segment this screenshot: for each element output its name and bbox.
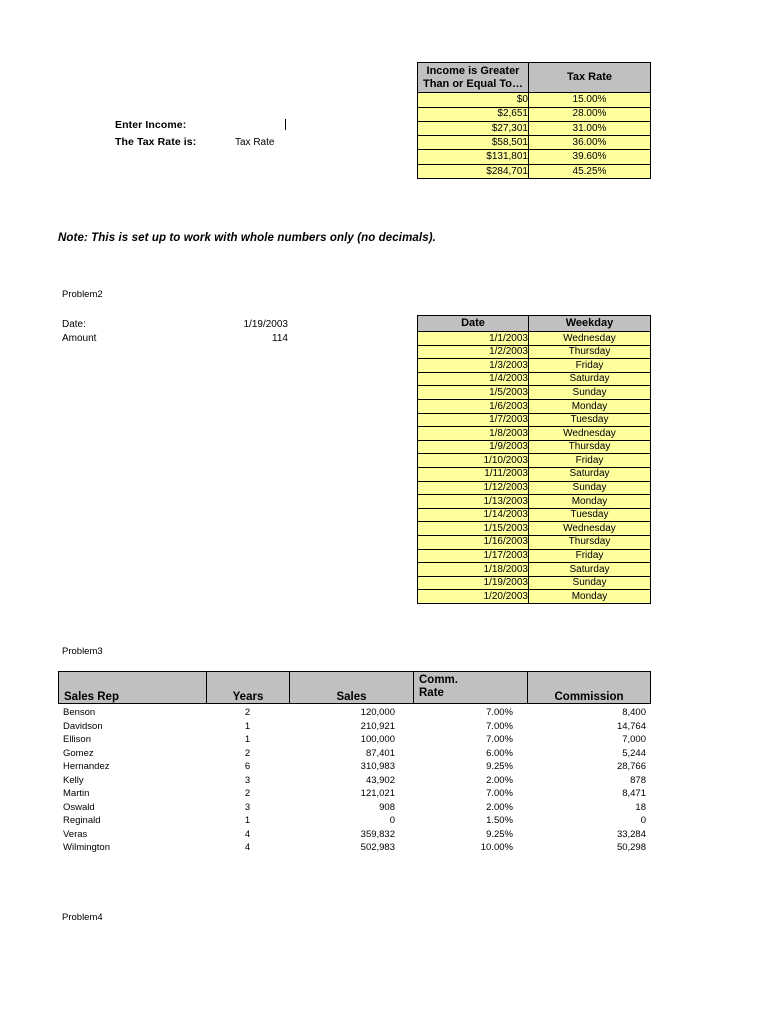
table-row	[418, 107, 651, 121]
weekday-cell: Saturday	[529, 563, 651, 577]
years-cell: 4	[244, 828, 251, 840]
text-cursor-icon	[285, 119, 286, 130]
weekday-cell: Wednesday	[529, 332, 651, 346]
date-cell: 1/3/2003	[418, 359, 529, 373]
years-cell: 1	[244, 815, 251, 827]
comm-rate-cell: 1.50%	[486, 815, 513, 827]
date-cell: 1/15/2003	[418, 522, 529, 536]
years-cell: 1	[244, 720, 251, 732]
table-row	[58, 801, 650, 815]
table-header-row	[59, 672, 651, 704]
sales-cell: 43,902	[365, 774, 395, 786]
date-cell: 1/5/2003	[418, 386, 529, 400]
years-cell: 2	[244, 747, 251, 759]
table-row	[418, 535, 651, 549]
date-cell: 1/2/2003	[418, 345, 529, 359]
commission-cell: 33,284	[616, 828, 646, 840]
table-row	[418, 136, 651, 150]
sales-cell: 87,401	[365, 747, 395, 759]
sales-commission-table-header	[58, 671, 651, 704]
table-row	[418, 522, 651, 536]
table-row	[418, 332, 651, 346]
comm-rate-cell: 7.00%	[486, 788, 513, 800]
comm-rate-line1: Comm.	[419, 674, 458, 686]
table-row	[418, 413, 651, 427]
weekday-cell: Friday	[529, 549, 651, 563]
date-cell: 1/12/2003	[418, 481, 529, 495]
table-row	[418, 440, 651, 454]
table-row	[418, 164, 651, 178]
weekday-cell: Sunday	[529, 386, 651, 400]
commission-cell: 28,766	[616, 761, 646, 773]
commission-cell: 0	[640, 815, 646, 827]
sales-rep-cell: Reginald	[63, 815, 101, 827]
table-row	[418, 549, 651, 563]
sales-cell: 908	[379, 801, 395, 813]
table-row	[418, 359, 651, 373]
sales-table-col-rep: Sales Rep	[59, 672, 207, 704]
comm-rate-cell: 6.00%	[486, 747, 513, 759]
years-cell: 4	[244, 842, 251, 854]
amount-label: Amount	[62, 333, 97, 344]
date-cell: 1/10/2003	[418, 454, 529, 468]
weekday-cell: Monday	[529, 495, 651, 509]
table-row	[58, 747, 650, 761]
date-cell: 1/16/2003	[418, 535, 529, 549]
commission-cell: 8,400	[622, 707, 646, 719]
date-weekday-table	[417, 315, 651, 604]
table-row	[418, 93, 651, 107]
table-row	[418, 121, 651, 135]
weekday-cell: Wednesday	[529, 522, 651, 536]
commission-cell: 14,764	[616, 720, 646, 732]
enter-income-input[interactable]	[186, 119, 286, 132]
years-cell: 6	[244, 761, 251, 773]
table-row	[58, 841, 650, 855]
date-cell: 1/8/2003	[418, 427, 529, 441]
date-cell: 1/17/2003	[418, 549, 529, 563]
comm-rate-cell: 7.00%	[486, 734, 513, 746]
weekday-cell: Tuesday	[529, 508, 651, 522]
sales-rep-cell: Martin	[63, 788, 90, 800]
table-row	[418, 495, 651, 509]
sales-rep-cell: Hernandez	[63, 761, 110, 773]
date-cell: 1/11/2003	[418, 467, 529, 481]
tax-table-col-rate: Tax Rate	[529, 63, 651, 93]
table-row	[418, 386, 651, 400]
sales-cell: 121,021	[360, 788, 395, 800]
date-table-col-date: Date	[418, 316, 529, 332]
comm-rate-cell: 2.00%	[486, 801, 513, 813]
table-row	[418, 150, 651, 164]
date-cell: 1/18/2003	[418, 563, 529, 577]
weekday-cell: Thursday	[529, 535, 651, 549]
comm-rate-line2: Rate	[419, 687, 444, 700]
date-cell: 1/9/2003	[418, 440, 529, 454]
comm-rate-cell: 9.25%	[486, 828, 513, 840]
table-row	[58, 720, 650, 734]
date-label: Date:	[62, 319, 86, 330]
commission-cell: 878	[630, 774, 646, 786]
comm-rate-cell: 2.00%	[486, 774, 513, 786]
commission-cell: 8,471	[622, 788, 646, 800]
date-cell: 1/4/2003	[418, 372, 529, 386]
date-value: 1/19/2003	[243, 319, 288, 330]
date-cell: 1/7/2003	[418, 413, 529, 427]
table-row	[418, 427, 651, 441]
date-cell: 1/13/2003	[418, 495, 529, 509]
comm-rate-cell: 7.00%	[486, 720, 513, 732]
sales-rep-cell: Gomez	[63, 747, 94, 759]
table-row	[418, 399, 651, 413]
enter-income-label: Enter Income:	[115, 119, 187, 131]
tax-income-cell: $27,301	[418, 121, 529, 135]
amount-value: 114	[272, 333, 288, 344]
table-row	[418, 481, 651, 495]
sales-cell: 502,983	[360, 842, 395, 854]
commission-cell: 18	[635, 801, 646, 813]
weekday-cell: Monday	[529, 399, 651, 413]
sales-cell: 359,832	[360, 828, 395, 840]
table-header-row	[418, 316, 651, 332]
sales-cell: 310,983	[360, 761, 395, 773]
tax-rate-label: The Tax Rate is:	[115, 136, 197, 148]
date-cell: 1/6/2003	[418, 399, 529, 413]
date-cell: 1/1/2003	[418, 332, 529, 346]
sales-table-col-years: Years	[207, 672, 290, 704]
tax-rate-cell: 31.00%	[529, 121, 651, 135]
weekday-cell: Friday	[529, 454, 651, 468]
sales-rep-cell: Kelly	[63, 774, 84, 786]
problem3-title: Problem3	[62, 646, 103, 657]
sales-cell: 100,000	[360, 734, 395, 746]
sales-cell: 210,921	[360, 720, 395, 732]
table-row	[418, 508, 651, 522]
tax-rate-cell: 15.00%	[529, 93, 651, 107]
sales-commission-table-body	[58, 706, 650, 855]
tax-income-cell: $2,651	[418, 107, 529, 121]
tax-income-cell: $0	[418, 93, 529, 107]
years-cell: 2	[244, 707, 251, 719]
weekday-cell: Wednesday	[529, 427, 651, 441]
sales-cell: 0	[389, 815, 395, 827]
table-row	[58, 787, 650, 801]
tax-table-col-income: Income is Greater Than or Equal To…	[418, 63, 529, 93]
comm-rate-cell: 9.25%	[486, 761, 513, 773]
table-row	[58, 814, 650, 828]
date-cell: 1/20/2003	[418, 590, 529, 604]
weekday-cell: Tuesday	[529, 413, 651, 427]
sales-rep-cell: Ellison	[63, 734, 91, 746]
table-row	[418, 576, 651, 590]
weekday-cell: Saturday	[529, 372, 651, 386]
problem2-title: Problem2	[62, 289, 103, 300]
table-row	[418, 372, 651, 386]
weekday-cell: Saturday	[529, 467, 651, 481]
weekday-cell: Monday	[529, 590, 651, 604]
tax-income-cell: $284,701	[418, 164, 529, 178]
years-cell: 1	[244, 734, 251, 746]
date-cell: 1/19/2003	[418, 576, 529, 590]
tax-rate-cell: 28.00%	[529, 107, 651, 121]
weekday-cell: Thursday	[529, 345, 651, 359]
sales-table-col-comm-rate	[414, 672, 528, 704]
sales-rep-cell: Oswald	[63, 801, 95, 813]
tax-rate-cell: 36.00%	[529, 136, 651, 150]
table-row	[418, 590, 651, 604]
sales-table-col-sales: Sales	[290, 672, 414, 704]
whole-numbers-note: Note: This is set up to work with whole numbers only (no decimals).	[58, 232, 436, 244]
comm-rate-cell: 10.00%	[480, 842, 513, 854]
sales-rep-cell: Davidson	[63, 720, 103, 732]
sales-table-col-commission: Commission	[528, 672, 651, 704]
years-cell: 2	[244, 788, 251, 800]
commission-cell: 7,000	[622, 734, 646, 746]
table-row	[58, 733, 650, 747]
tax-rate-value: Tax Rate	[235, 137, 275, 148]
date-table-col-weekday: Weekday	[529, 316, 651, 332]
table-row	[58, 706, 650, 720]
date-cell: 1/14/2003	[418, 508, 529, 522]
table-row	[418, 345, 651, 359]
sales-rep-cell: Veras	[63, 828, 88, 840]
tax-rate-cell: 39.60%	[529, 150, 651, 164]
tax-income-cell: $58,501	[418, 136, 529, 150]
weekday-cell: Friday	[529, 359, 651, 373]
table-header-row	[418, 63, 651, 93]
tax-income-cell: $131,801	[418, 150, 529, 164]
sales-rep-cell: Wilmington	[63, 842, 110, 854]
comm-rate-cell: 7.00%	[486, 707, 513, 719]
table-row	[58, 774, 650, 788]
years-cell: 3	[244, 774, 251, 786]
table-row	[418, 454, 651, 468]
weekday-cell: Thursday	[529, 440, 651, 454]
problem4-title: Problem4	[62, 912, 103, 923]
years-cell: 3	[244, 801, 251, 813]
commission-cell: 50,298	[616, 842, 646, 854]
tax-bracket-table	[417, 62, 651, 179]
tax-rate-cell: 45.25%	[529, 164, 651, 178]
table-row	[58, 828, 650, 842]
commission-cell: 5,244	[622, 747, 646, 759]
sales-cell: 120,000	[360, 707, 395, 719]
table-row	[58, 760, 650, 774]
table-row	[418, 467, 651, 481]
table-row	[418, 563, 651, 577]
weekday-cell: Sunday	[529, 576, 651, 590]
sales-rep-cell: Benson	[63, 707, 96, 719]
weekday-cell: Sunday	[529, 481, 651, 495]
